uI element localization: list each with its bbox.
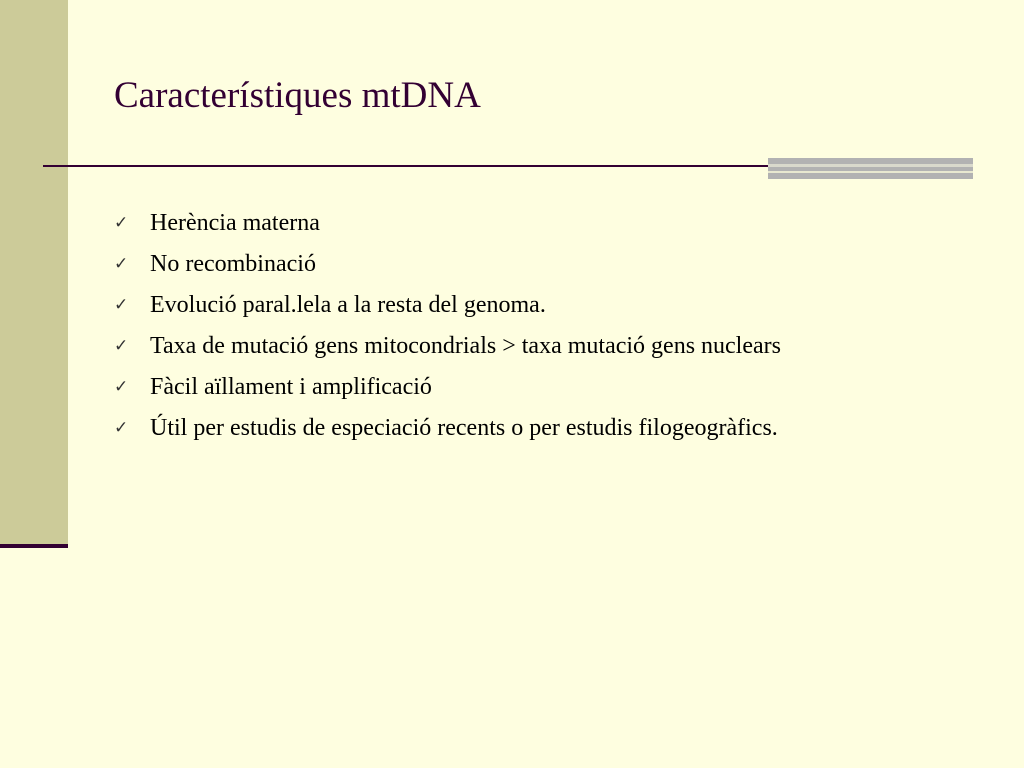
side-decor-underline — [0, 544, 68, 548]
check-icon: ✓ — [114, 213, 129, 233]
slide-title: Característiques mtDNA — [114, 75, 481, 116]
bullet-item — [110, 367, 781, 408]
check-icon: ✓ — [114, 418, 129, 438]
bullet-item — [110, 203, 781, 244]
bullet-text: Herència materna — [150, 210, 320, 236]
side-decor-bar — [0, 0, 68, 546]
check-icon: ✓ — [114, 336, 129, 356]
bullet-text: Taxa de mutació gens mitocondrials > taxa mutació gens nuclears — [150, 333, 781, 359]
bullet-text: Útil per estudis de especiació recents o per estudis filogeogràfics. — [150, 415, 778, 441]
check-icon: ✓ — [114, 295, 129, 315]
bullet-list — [110, 203, 781, 449]
bullet-item — [110, 244, 781, 285]
bullet-text: No recombinació — [150, 251, 316, 277]
bullet-item — [110, 285, 781, 326]
check-icon: ✓ — [114, 254, 129, 274]
accent-bar — [768, 158, 973, 179]
bullet-text: Fàcil aïllament i amplificació — [150, 374, 432, 400]
bullet-item — [110, 326, 781, 367]
title-rule — [43, 165, 771, 167]
check-icon: ✓ — [114, 377, 129, 397]
bullet-text: Evolució paral.lela a la resta del genoma. — [150, 292, 546, 318]
bullet-item — [110, 408, 781, 449]
